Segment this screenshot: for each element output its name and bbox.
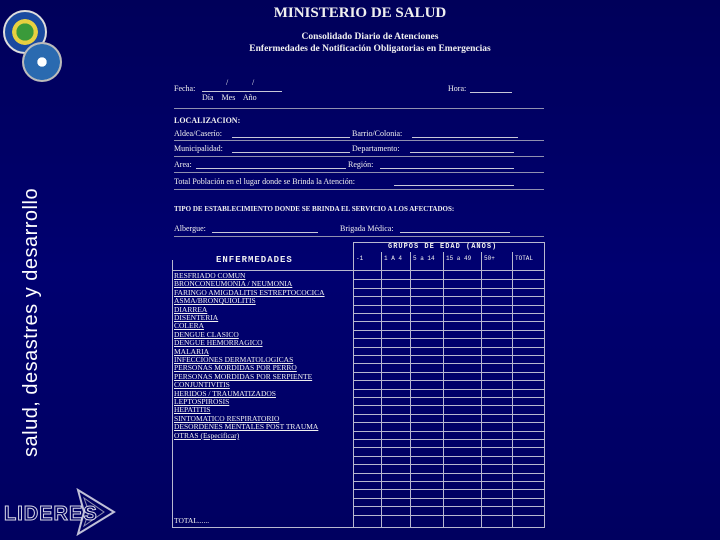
- disease-row-label: DENGUE CLASICO: [174, 329, 239, 339]
- disease-row-label: DESORDENES MENTALES POST TRAUMA: [174, 422, 319, 432]
- total-label: TOTAL......: [174, 516, 210, 525]
- age-column-header: -1: [356, 255, 364, 262]
- subtitle-line-1: Consolidado Diario de Atenciones: [301, 32, 439, 42]
- disease-row-label: MALARIA: [174, 346, 209, 356]
- disease-row-label: DENGUE HEMORRAGICO: [174, 338, 263, 348]
- enfermedades-header: ENFERMEDADES: [216, 255, 293, 265]
- municipalidad-label: Municipalidad:: [174, 144, 223, 153]
- disease-row-label: HERIDOS / TRAUMATIZADOS: [174, 388, 276, 398]
- disease-row-label: RESFRIADO COMUN: [174, 271, 246, 280]
- grupos-header: GRUPOS DE EDAD (AÑOS): [388, 243, 498, 251]
- departamento-label: Departamento:: [352, 144, 400, 153]
- disease-row-label: INFECCIONES DERMATOLOGICAS: [174, 355, 294, 364]
- disease-row-label: PERSONAS MORDIDAS POR SERPIENTE: [174, 371, 313, 381]
- poblacion-label: Total Población en el lugar donde se Brinda la Atención:: [174, 177, 355, 186]
- health-seal-icon: [22, 42, 62, 82]
- report-form: Fecha: / / Día Mes Año Hora: LOCALIZACION: Aldea/Caserío: Barrio/Colonia: Municipalidad: Departamento: Area: Región: Total Población en el lugar donde se Brinda la Atención: TIPO DE ESTABLECIMIENTO DONDE SE BRINDA EL SERVICIO A LOS AFECTADOS: Albergue: Brigada Médica: ENFERMEDADES GRUPOS DE EDAD (AÑOS) TOTAL...... -1 1 A 4 5 a 14 15 a 49 50+ TOTAL RESFRIADO COMUN BRONCONEUMONIA / NEUMONIA FARINGO AMIGDALITIS ESTREPTOCOCICA ASMA/BRONQUIOLITIS DIARREA DISENTERIA COLERA DENGUE CLASICO DENGUE HEMORRAGICO MALARIA INFECCIONES DERMATOLOGICAS PERSONAS MORDIDAS POR PERRO PERSONAS MORDIDAS POR SERPIENTE CONJUNTIVITIS HERIDOS / TRAUMATIZADOS LEPTOSPIROSIS HEPATITIS SINTOMATICO RESPIRATORIO DESORDENES MENTALES POST TRAUMA OTRAS (Especificar): [150, 72, 550, 528]
- page-title: MINISTERIO DE SALUD: [273, 5, 447, 21]
- disease-row-label: CONJUNTIVITIS: [174, 380, 230, 390]
- area-label: Area:: [174, 160, 192, 169]
- subtitle-line-2: Enfermedades de Notificación Obligatorias en Emergencias: [249, 44, 491, 54]
- region-label: Región:: [348, 160, 374, 169]
- age-column-header: 1 A 4: [384, 255, 403, 262]
- disease-row-label: HEPATITIS: [174, 405, 211, 415]
- tipo-heading: TIPO DE ESTABLECIMIENTO DONDE SE BRINDA EL SERVICIO A LOS AFECTADOS:: [174, 205, 455, 213]
- disease-table: [150, 72, 550, 528]
- lideres-logo-text: LIDERES: [4, 503, 98, 525]
- barrio-label: Barrio/Colonia:: [352, 129, 403, 138]
- fecha-label: Fecha:: [174, 84, 196, 93]
- disease-row-label: BRONCONEUMONIA / NEUMONIA: [174, 279, 293, 289]
- disease-row-label: LEPTOSPIROSIS: [174, 397, 230, 406]
- disease-row-label: ASMA/BRONQUIOLITIS: [174, 296, 256, 306]
- disease-row-label: OTRAS (Especificar): [174, 430, 240, 440]
- disease-row-label: PERSONAS MORDIDAS POR PERRO: [174, 363, 297, 373]
- age-column-header: 5 a 14: [413, 255, 435, 262]
- fecha-sublabel: Día Mes Año: [202, 93, 257, 102]
- page-subtitle: [190, 31, 550, 55]
- age-column-header: 15 a 49: [446, 255, 472, 262]
- disease-row-label: DIARREA: [174, 304, 208, 314]
- disease-row-label: SINTOMATICO RESPIRATORIO: [174, 413, 280, 423]
- aldea-label: Aldea/Caserío:: [174, 129, 222, 138]
- disease-row-label: FARINGO AMIGDALITIS ESTREPTOCOCICA: [174, 287, 325, 297]
- disease-row-label: COLERA: [174, 321, 204, 331]
- brigada-label: Brigada Médica:: [340, 224, 394, 233]
- disease-row-label: DISENTERIA: [174, 313, 219, 322]
- age-column-header: 50+: [484, 255, 495, 262]
- localizacion-heading: LOCALIZACION:: [174, 116, 241, 125]
- sidebar-slogan: salud, desastres y desarrollo: [20, 187, 42, 457]
- albergue-label: Albergue:: [174, 224, 206, 233]
- hora-label: Hora:: [448, 84, 467, 93]
- age-column-header: TOTAL: [515, 255, 534, 262]
